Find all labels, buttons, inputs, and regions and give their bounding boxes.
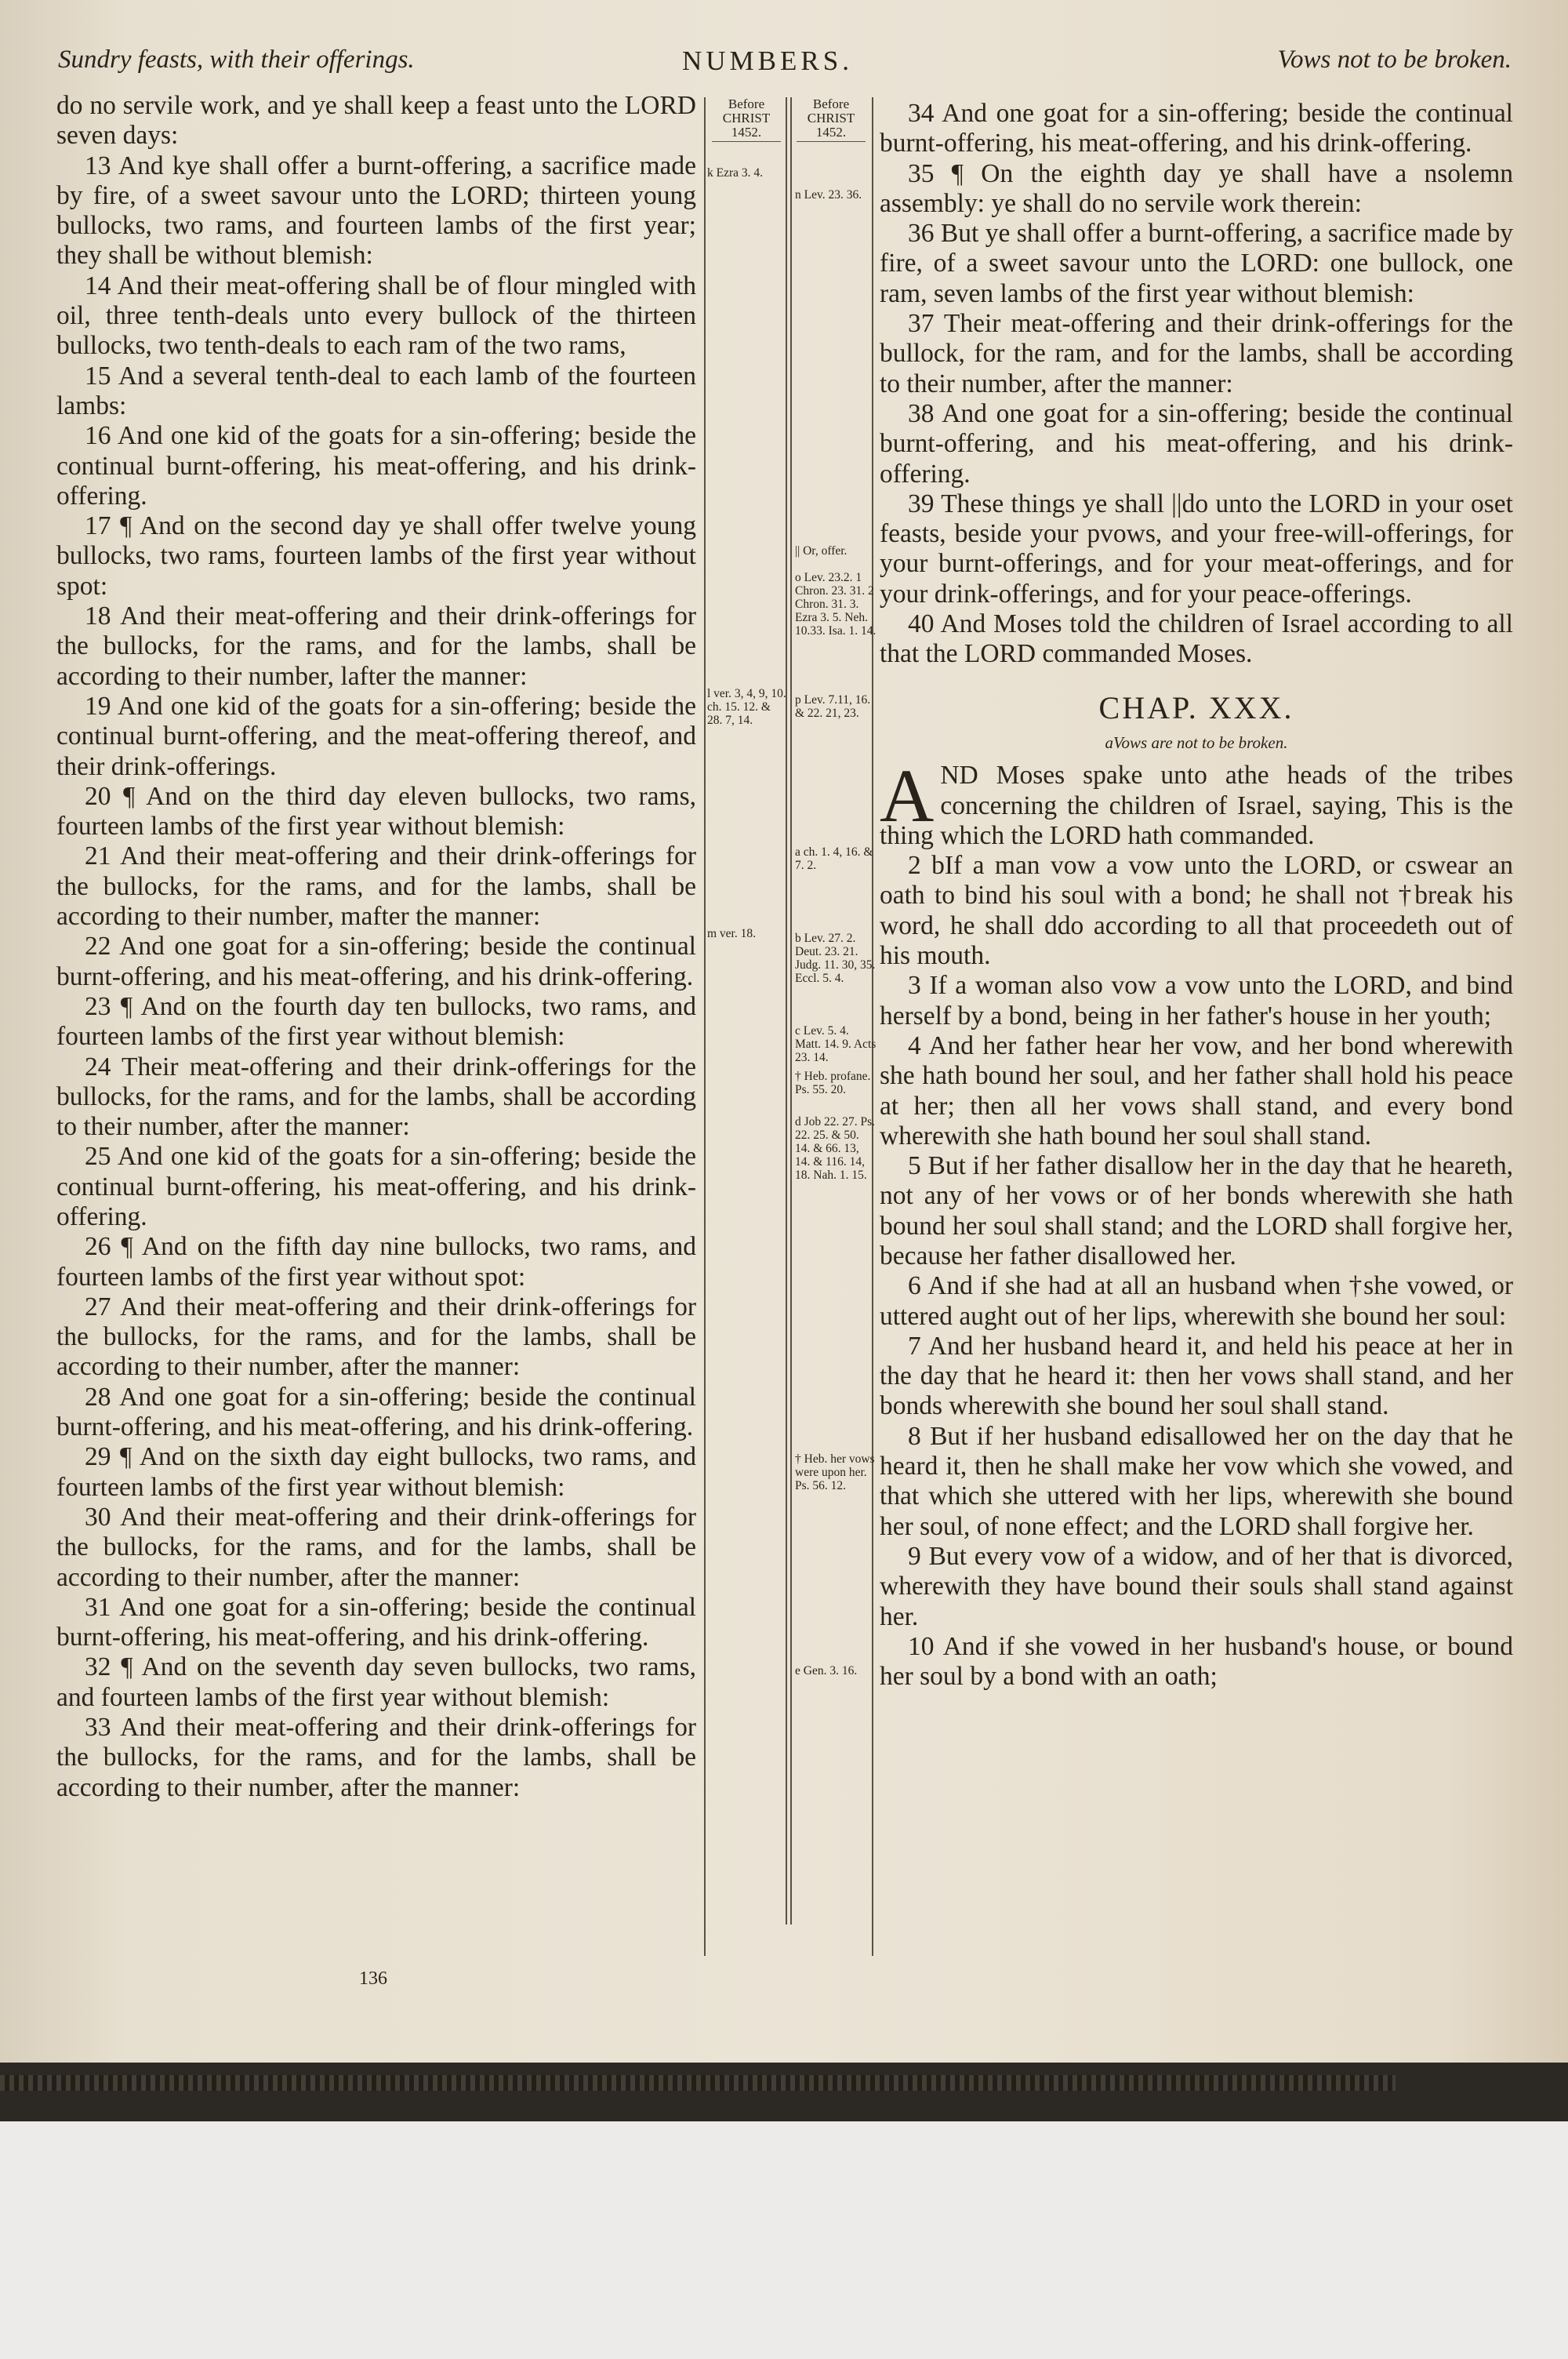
- margin-note: d Job 22. 27. Ps. 22. 25. & 50. 14. & 66. 13, 14. & 116. 14, 18. Nah. 1. 15.: [795, 1115, 876, 1182]
- chapter-first-verse: AND Moses spake unto athe heads of the tribes concerning the children of Israel, saying, This is the thing which the LORD hath commanded.: [880, 754, 1513, 850]
- column-rule-left-outer: [704, 97, 706, 1956]
- verse: 17 ¶ And on the second day ye shall offer twelve young bullocks, two rams, fourteen lambs of the first year without spot:: [56, 511, 696, 601]
- verse: 33 And their meat-offering and their drink-offerings for the bullocks, for the rams, and for the lambs, shall be according to their number, after the manner:: [56, 1713, 696, 1802]
- verse: 35 ¶ On the eighth day ye shall have a nsolemn assembly: ye shall do no servile work therein:: [880, 158, 1513, 218]
- verse: 7 And her husband heard it, and held his peace at her in the day that he heard it: then her vows shall stand, and her bonds wherewith she bound her soul shall stand.: [880, 1331, 1513, 1421]
- verse: 34 And one goat for a sin-offering; beside the continual burnt-offering, his meat-offering, and his drink-offering.: [880, 99, 1513, 158]
- margin-note: k Ezra 3. 4.: [707, 166, 764, 180]
- running-head-left: Sundry feasts, with their offerings.: [58, 45, 415, 74]
- chapter-summary: aVows are not to be broken.: [1105, 732, 1288, 752]
- margin-note: b Lev. 27. 2. Deut. 23. 21. Judg. 11. 30, 35. Eccl. 5. 4.: [795, 932, 876, 985]
- verse: 3 If a woman also vow a vow unto the LORD, and bind herself by a bond, being in her father's house in her youth;: [880, 971, 1513, 1030]
- verse: 40 And Moses told the children of Israel according to all that the LORD commanded Moses.: [880, 609, 1513, 669]
- verse: 5 But if her father disallow her in the day that he heareth, not any of her vows or of her bonds wherewith she hath bound her soul shall stand; and the LORD shall forgive her, because her father disallowed her.: [880, 1151, 1513, 1270]
- book-edge-texture: [0, 2075, 1396, 2091]
- verse: 20 ¶ And on the third day eleven bullocks, two rams, fourteen lambs of the first year without blemish:: [56, 781, 696, 841]
- margin-note: p Lev. 7.11, 16. & 22. 21, 23.: [795, 693, 871, 720]
- verse: 27 And their meat-offering and their drink-offerings for the bullocks, for the rams, and for the lambs, shall be according to their number, after the manner:: [56, 1292, 696, 1382]
- verse: 6 And if she had at all an husband when †she vowed, or uttered aught out of her lips, wherewith she bound her soul:: [880, 1271, 1513, 1331]
- verse: 26 ¶ And on the fifth day nine bullocks, two rams, and fourteen lambs of the first year without spot:: [56, 1232, 696, 1292]
- margin-era-left: Before CHRIST 1452.: [709, 97, 784, 142]
- verse: 9 But every vow of a widow, and of her that is divorced, wherewith they have bound their souls shall stand against her.: [880, 1541, 1513, 1631]
- verse: 25 And one kid of the goats for a sin-offering; beside the continual burnt-offering, his meat-offering, and his drink-offering.: [56, 1142, 696, 1231]
- margin-note: † Heb. profane. Ps. 55. 20.: [795, 1070, 871, 1096]
- verse: 31 And one goat for a sin-offering; beside the continual burnt-offering, his meat-offering, and his drink-offering.: [56, 1592, 696, 1652]
- verse: 29 ¶ And on the sixth day eight bullocks, two rams, and fourteen lambs of the first year without blemish:: [56, 1442, 696, 1502]
- verse: 15 And a several tenth-deal to each lamb of the fourteen lambs:: [56, 361, 696, 420]
- verse: 22 And one goat for a sin-offering; beside the continual burnt-offering, and his meat-offering, and his drink-offering.: [56, 932, 696, 991]
- verse: 38 And one goat for a sin-offering; beside the continual burnt-offering, and his meat-offering, and his drink-offering.: [880, 398, 1513, 489]
- verse: 10 And if she vowed in her husband's house, or bound her soul by a bond with an oath;: [880, 1631, 1513, 1692]
- verse: 28 And one goat for a sin-offering; beside the continual burnt-offering, and his meat-offering, and his drink-offering.: [56, 1382, 696, 1442]
- verse-continuation: do no servile work, and ye shall keep a feast unto the LORD seven days:: [56, 91, 696, 151]
- running-head-book: NUMBERS.: [682, 45, 853, 76]
- drop-cap: A: [880, 754, 935, 838]
- verse: 32 ¶ And on the seventh day seven bullocks, two rams, and fourteen lambs of the first year without blemish:: [56, 1652, 696, 1712]
- column-rule-right-inner: [790, 97, 792, 1925]
- verse: 30 And their meat-offering and their drink-offerings for the bullocks, for the rams, and for the lambs, shall be according to their number, after the manner:: [56, 1502, 696, 1592]
- verse: 37 Their meat-offering and their drink-offerings for the bullock, for the ram, and for the lambs, shall be according to their number, after the manner:: [880, 309, 1513, 398]
- verse: 14 And their meat-offering shall be of flour mingled with oil, three tenth-deals unto every bullock of the thirteen bullocks, two tenth-deals to each ram of the two rams,: [56, 271, 696, 361]
- running-head-right: Vows not to be broken.: [1277, 45, 1512, 74]
- margin-note: a ch. 1. 4, 16. & 7. 2.: [795, 845, 873, 872]
- margin-note: c Lev. 5. 4. Matt. 14. 9. Acts 23. 14.: [795, 1024, 877, 1064]
- verse: 8 But if her husband edisallowed her on the day that he heard it, then he shall make her vow which she vowed, and that which she uttered with her lips, wherewith she bound her soul, of none effect; and the LORD shall forgive her.: [880, 1421, 1513, 1541]
- verse: 24 Their meat-offering and their drink-offerings for the bullocks, for the rams, and for the lambs, shall be according to their number, after the manner:: [56, 1052, 696, 1142]
- page-number: 136: [359, 1968, 387, 1989]
- margin-note: l ver. 3, 4, 9, 10. ch. 15. 12. & 28. 7, 14.: [707, 687, 786, 727]
- verse: 21 And their meat-offering and their drink-offerings for the bullocks, for the rams, and for the lambs, shall be according to their number, mafter the manner:: [56, 841, 696, 932]
- verse: 16 And one kid of the goats for a sin-offering; beside the continual burnt-offering, his meat-offering, and his drink-offering.: [56, 421, 696, 511]
- margin-note: e Gen. 3. 16.: [795, 1664, 858, 1677]
- book-edge: [0, 2063, 1568, 2121]
- verse: 36 But ye shall offer a burnt-offering, a sacrifice made by fire, of a sweet savour unto the LORD: one bullock, one ram, seven lambs of the first year without blemish:: [880, 219, 1513, 308]
- chapter-heading: CHAP. XXX.: [1098, 689, 1294, 725]
- verse: 39 These things ye shall ||do unto the LORD in your oset feasts, beside your pvows, and your free-will-offerings, for your burnt-offerings, and for your meat-offerings, and for your drink-offerings, and for your peace-offerings.: [880, 489, 1513, 609]
- left-text-column: [56, 91, 696, 1803]
- margin-note: || Or, offer.: [795, 544, 848, 558]
- verse: 23 ¶ And on the fourth day ten bullocks, two rams, and fourteen lambs of the first year without blemish:: [56, 991, 696, 1052]
- column-rule-left-inner: [786, 97, 787, 1925]
- verse: 19 And one kid of the goats for a sin-offering; beside the continual burnt-offering, and the meat-offering thereof, and their drink-offerings.: [56, 691, 696, 781]
- verse: 18 And their meat-offering and their drink-offerings for the bullocks, for the rams, and for the lambs, shall be according to their number, lafter the manner:: [56, 602, 696, 691]
- margin-note: n Lev. 23. 36.: [795, 188, 862, 202]
- margin-note: m ver. 18.: [707, 927, 756, 940]
- verse: 13 And kye shall offer a burnt-offering, a sacrifice made by fire, of a sweet savour unto the LORD; thirteen young bullocks, two rams, and fourteen lambs of the first year; they shall be without blemish:: [56, 151, 696, 271]
- margin-note: o Lev. 23.2. 1 Chron. 23. 31. 2 Chron. 31. 3. Ezra 3. 5. Neh. 10.33. Isa. 1. 14.: [795, 571, 877, 638]
- verse: 4 And her father hear her vow, and her bond wherewith she hath bound her soul, and her father shall hold his peace at her; then all her vows shall stand, and every bond wherewith she hath bound her soul shall stand.: [880, 1030, 1513, 1150]
- margin-note: † Heb. her vows were upon her. Ps. 56. 12.: [795, 1452, 875, 1492]
- verse: 2 bIf a man vow a vow unto the LORD, or cswear an oath to bind his soul with a bond; he shall not †break his word, he shall ddo according to all that proceedeth out of his mouth.: [880, 851, 1513, 971]
- margin-era-right: Before CHRIST 1452.: [793, 97, 869, 142]
- right-text-column: [880, 99, 1513, 1692]
